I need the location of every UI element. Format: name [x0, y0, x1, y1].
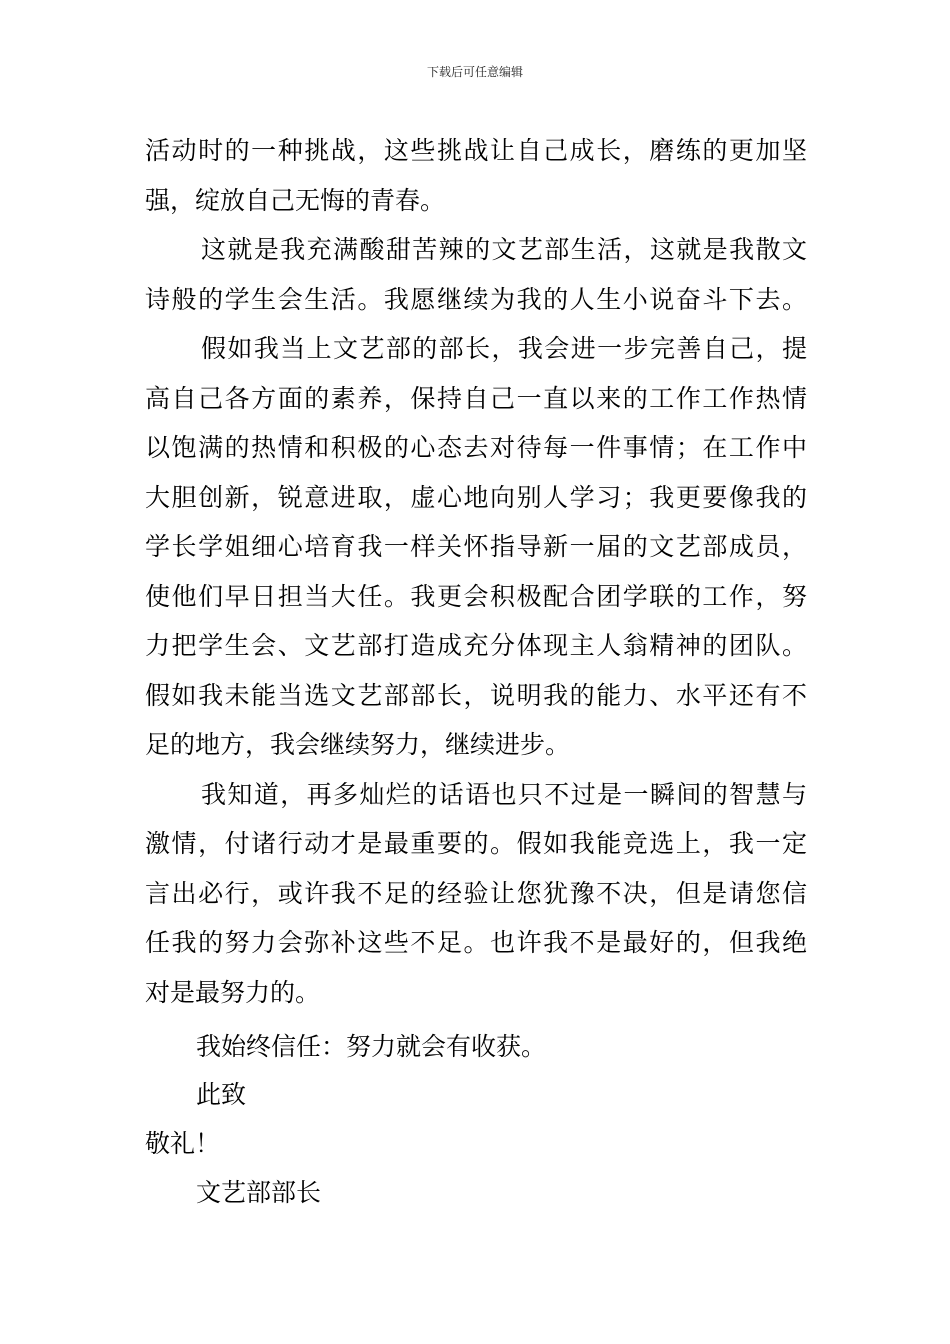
- paragraph: [145, 324, 807, 770]
- text-line: 足的地方，我会继续努力，继续进步。: [145, 730, 571, 759]
- text-line: 我知道，再多灿烂的话语也只不过是一瞬间的智慧与: [201, 779, 807, 809]
- text-line: 假如我当上文艺部的部长，我会进一步完善自己，提: [201, 334, 807, 363]
- text-line: 学长学姐细心培育我一样关怀指导新一届的文艺部成员，: [145, 532, 807, 561]
- regards: 敬礼！: [145, 1129, 221, 1158]
- paragraph: [145, 225, 807, 324]
- paragraph: [145, 770, 807, 1018]
- text-line: 任我的努力会弥补这些不足。也许我不是最好的，但我绝: [145, 928, 807, 957]
- page-header: 下载后可任意编辑: [426, 65, 523, 79]
- text-line: 大胆创新，锐意进取，虚心地向别人学习；我更要像我的: [145, 482, 807, 512]
- text-line: 高自己各方面的素养，保持自己一直以来的工作工作热情: [145, 383, 807, 413]
- salutation: 此致: [196, 1080, 247, 1109]
- signature: 文艺部部长: [196, 1178, 322, 1207]
- text-line: 使他们早日担当大任。我更会积极配合团学联的工作，努: [145, 581, 807, 611]
- belief-line: 我始终信任：努力就会有收获。: [196, 1032, 547, 1061]
- paragraph: [145, 126, 807, 225]
- text-line: 力把学生会、文艺部打造成充分体现主人翁精神的团队。: [145, 631, 807, 660]
- text-line: 诗般的学生会生活。我愿继续为我的人生小说奋斗下去。: [145, 284, 807, 314]
- text-line: 这就是我充满酸甜苦辣的文艺部生活，这就是我散文: [201, 235, 807, 264]
- text-line: 强，绽放自己无悔的青春。: [145, 185, 446, 215]
- text-line: 活动时的一种挑战，这些挑战让自己成长，磨练的更加坚: [145, 136, 807, 165]
- text-line: 以饱满的热情和积极的心态去对待每一件事情；在工作中: [145, 433, 807, 462]
- text-line: 激情，付诸行动才是最重要的。假如我能竞选上，我一定: [145, 829, 807, 858]
- letter-body: [145, 126, 807, 1017]
- text-line: 言出必行，或许我不足的经验让您犹豫不决，但是请您信: [145, 878, 807, 908]
- text-line: 假如我未能当选文艺部部长，说明我的能力、水平还有不: [145, 680, 807, 710]
- text-line: 对是最努力的。: [145, 977, 321, 1007]
